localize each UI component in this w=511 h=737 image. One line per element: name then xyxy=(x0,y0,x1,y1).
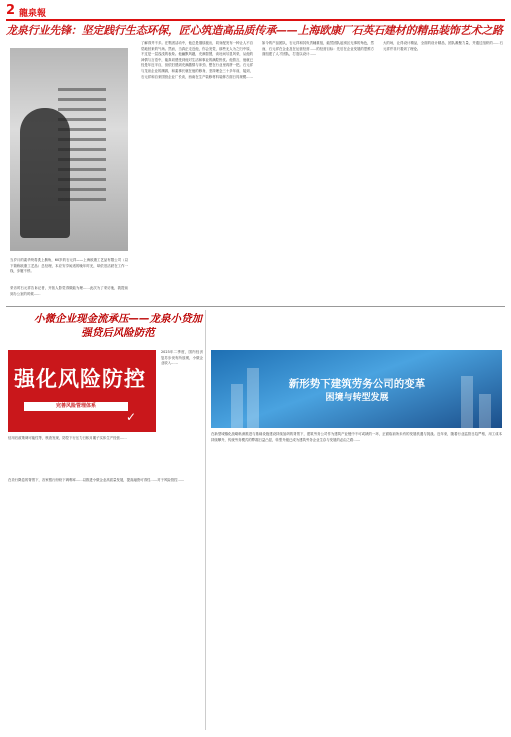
headline-1: 龙泉行业先锋：坚定践行生态环保，匠心筑造高品质传承——上海欧康厂石英石建材的精品装饰艺术之路 xyxy=(6,24,503,37)
article-col-h: 在新型城镇化战略纵深推进与基础设施建设持续加码的背景下，建筑劳务公司作为建筑产业链中不可或缺的一环，正面临前所未有的发展机遇与挑战。近年来，随着行业监管日趋严格，用工成本持续攀升，传统劳务模式的弊端日益凸显，转型升级已成为建筑劳务企业生存与发展的必由之路…… xyxy=(211,432,502,442)
building-shape xyxy=(461,376,473,428)
headline-2: 小微企业现金流承压——龙泉小贷加强贷后风险防范 xyxy=(34,313,202,339)
article-col-f: 2023年二季度，国内经济复苏步伐有所放缓，小微企业收入…… xyxy=(161,350,203,366)
building-shape xyxy=(479,394,491,428)
building-shape xyxy=(247,368,259,428)
portrait-photo xyxy=(10,48,128,251)
risk-control-banner xyxy=(8,350,156,432)
banner-subtitle: 完善风险管理体系 xyxy=(24,402,128,411)
building-shape xyxy=(231,384,243,428)
person-silhouette xyxy=(20,108,70,238)
photo-caption: 当岁月的素华终将洗上鬓角，60岁的石元祥——上海欧康工艺品有限公司（以下简称欧康工艺品）总经理，本应安享闲适的晚年时光，却依旧活跃在工作一线，步履不停。 xyxy=(10,258,128,274)
article-col-b: 了解得并不多。在集团活动中，他总是继续板出，同身配发布一种让人不自觉地回来的气场。然而，当真正走近他，你会发觉，那些无人为之归中原，不过是一层浅浅的表象。他幽默风趣，充满智慧，谈吐间尽显风采，从他的神情与言语中，能真切感受到他对生活和事业的满腔热忱。他曾言，他就已经是年近半百，但依旧感到充满激情与冲劲，想在行业里再拼一把。石元祥与龙泉企业的渊源，和素事长就在他的修身，坚持理念三十多年前，接到，石元祥和自来国营企业厂长谈，西南在生产装修材料装修方面日具规模…… xyxy=(141,41,253,79)
article-col-g: 在央行降息的背景下，各家银行纷纷下调利率……以推进小微企业高质量发展，提高融资可得性……对于风险管控…… xyxy=(8,478,185,482)
banner2-subtitle: 困境与转型发展 xyxy=(325,393,389,403)
page-number: 2 xyxy=(6,3,16,18)
construction-banner-image xyxy=(211,350,502,428)
section-divider xyxy=(6,306,505,307)
paper-name: 龍泉報 xyxy=(19,9,47,19)
article-col-c: 如今的产品团队，石元祥和其负责辅重组，能然团队起别区无事的角色，然而，石元祥在企业及在运营经营……的经营目标：先后在企业发展的思维方面组建了人才团队，打造以设计…… xyxy=(262,41,374,57)
banner-title: 强化风险防控 xyxy=(14,367,146,391)
header-rule xyxy=(6,19,505,21)
column-divider xyxy=(205,310,206,730)
article-col-e: 信用后政策调可能性等，核查发现，防控下行压力日积月累子实体生产经营…… xyxy=(8,436,127,440)
article-col-d: 大的场，让得设计精品，全面的设计精品，团队凝聚力量，并通过组织的……石元祥并非只看到了理论。 xyxy=(383,41,503,51)
article-col-a: 采访时石元祥告诉记者，开拓人影觉得做能为理……此次为了采访他，我提前到办公室的时候…… xyxy=(10,286,128,296)
check-icon: ✓ xyxy=(126,410,137,424)
banner2-title: 新形势下建筑劳务公司的变革 xyxy=(288,378,426,390)
